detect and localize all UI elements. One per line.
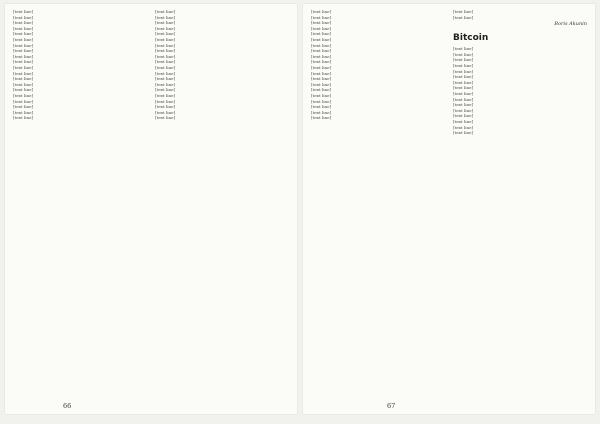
article-closing-text xyxy=(453,9,587,20)
text-line: [text line] xyxy=(155,115,176,121)
text-line: [text line] xyxy=(13,53,34,59)
left-page-columns xyxy=(13,9,289,401)
text-line: [text line] xyxy=(311,115,332,121)
text-line: [text line] xyxy=(13,70,34,76)
text-line: [text line] xyxy=(155,81,176,87)
text-line: [text line] xyxy=(311,59,332,65)
text-line: [text line] xyxy=(453,130,474,136)
text-line: [text line] xyxy=(13,9,34,14)
text-line: [text line] xyxy=(155,25,176,31)
text-line: [text line] xyxy=(311,64,332,70)
text-line: [text line] xyxy=(155,36,176,42)
text-line: [text line] xyxy=(155,14,176,20)
text-line: [text line] xyxy=(13,76,34,82)
text-line: [text line] xyxy=(311,9,332,14)
text-line: [text line] xyxy=(453,102,474,108)
text-line: [text line] xyxy=(453,118,474,124)
text-line: [text line] xyxy=(155,109,176,115)
text-line: [text line] xyxy=(13,36,34,42)
text-line: [text line] xyxy=(453,46,474,52)
text-line: [text line] xyxy=(13,115,34,121)
text-line: [text line] xyxy=(311,76,332,82)
text-line: [text line] xyxy=(155,59,176,65)
left-page-column-1 xyxy=(13,9,147,401)
text-line: [text line] xyxy=(311,42,332,48)
text-line: [text line] xyxy=(311,53,332,59)
text-line: [text line] xyxy=(311,98,332,104)
text-line: [text line] xyxy=(311,70,332,76)
text-line: [text line] xyxy=(453,74,474,80)
text-line: [text line] xyxy=(13,14,34,20)
text-line: [text line] xyxy=(453,90,474,96)
text-line: [text line] xyxy=(311,36,332,42)
text-line: [text line] xyxy=(155,98,176,104)
left-page-column-2 xyxy=(155,9,289,401)
text-line: [text line] xyxy=(155,92,176,98)
text-line: [text line] xyxy=(155,31,176,37)
right-page-column-2 xyxy=(453,9,587,401)
text-line: [text line] xyxy=(155,48,176,54)
text-line: [text line] xyxy=(453,113,474,119)
text-line: [text line] xyxy=(155,9,176,14)
text-line: [text line] xyxy=(13,31,34,37)
text-line: [text line] xyxy=(13,48,34,54)
text-line: [text line] xyxy=(311,25,332,31)
text-line: [text line] xyxy=(453,107,474,113)
left-page xyxy=(5,4,297,414)
text-line: [text line] xyxy=(13,98,34,104)
text-line: [text line] xyxy=(453,51,474,57)
right-page-column-1 xyxy=(311,9,445,401)
text-line: [text line] xyxy=(453,68,474,74)
text-line: [text line] xyxy=(311,81,332,87)
text-line: [text line] xyxy=(311,92,332,98)
author-signature: Boris Akunin xyxy=(554,21,587,28)
right-page xyxy=(303,4,595,414)
page-number-left: 66 xyxy=(63,402,72,410)
text-line: [text line] xyxy=(453,124,474,130)
text-line: [text line] xyxy=(13,42,34,48)
text-line: [text line] xyxy=(311,104,332,110)
text-line: [text line] xyxy=(13,109,34,115)
text-line: [text line] xyxy=(13,87,34,93)
text-line: [text line] xyxy=(453,85,474,91)
text-line: [text line] xyxy=(155,87,176,93)
text-line: [text line] xyxy=(453,9,474,14)
text-line: [text line] xyxy=(311,14,332,20)
text-line: [text line] xyxy=(453,14,474,20)
text-line: [text line] xyxy=(155,70,176,76)
text-line: [text line] xyxy=(311,48,332,54)
text-line: [text line] xyxy=(155,104,176,110)
text-line: [text line] xyxy=(13,25,34,31)
text-line: [text line] xyxy=(155,64,176,70)
right-page-columns xyxy=(311,9,587,401)
text-line: [text line] xyxy=(155,76,176,82)
text-line: [text line] xyxy=(155,42,176,48)
text-line: [text line] xyxy=(311,87,332,93)
text-line: [text line] xyxy=(13,81,34,87)
text-line: [text line] xyxy=(311,31,332,37)
text-line: [text line] xyxy=(13,20,34,26)
text-line: [text line] xyxy=(453,79,474,85)
text-line: [text line] xyxy=(453,62,474,68)
text-line: [text line] xyxy=(453,96,474,102)
text-line: [text line] xyxy=(155,53,176,59)
page-number-right: 67 xyxy=(387,402,396,410)
text-line: [text line] xyxy=(311,20,332,26)
text-line: [text line] xyxy=(13,92,34,98)
text-line: [text line] xyxy=(13,104,34,110)
text-line: [text line] xyxy=(155,20,176,26)
bitcoin-section-body xyxy=(453,46,587,136)
text-line: [text line] xyxy=(453,57,474,63)
section-heading-bitcoin: Bitcoin xyxy=(453,33,489,44)
text-line: [text line] xyxy=(13,59,34,65)
text-line: [text line] xyxy=(311,109,332,115)
text-line: [text line] xyxy=(13,64,34,70)
